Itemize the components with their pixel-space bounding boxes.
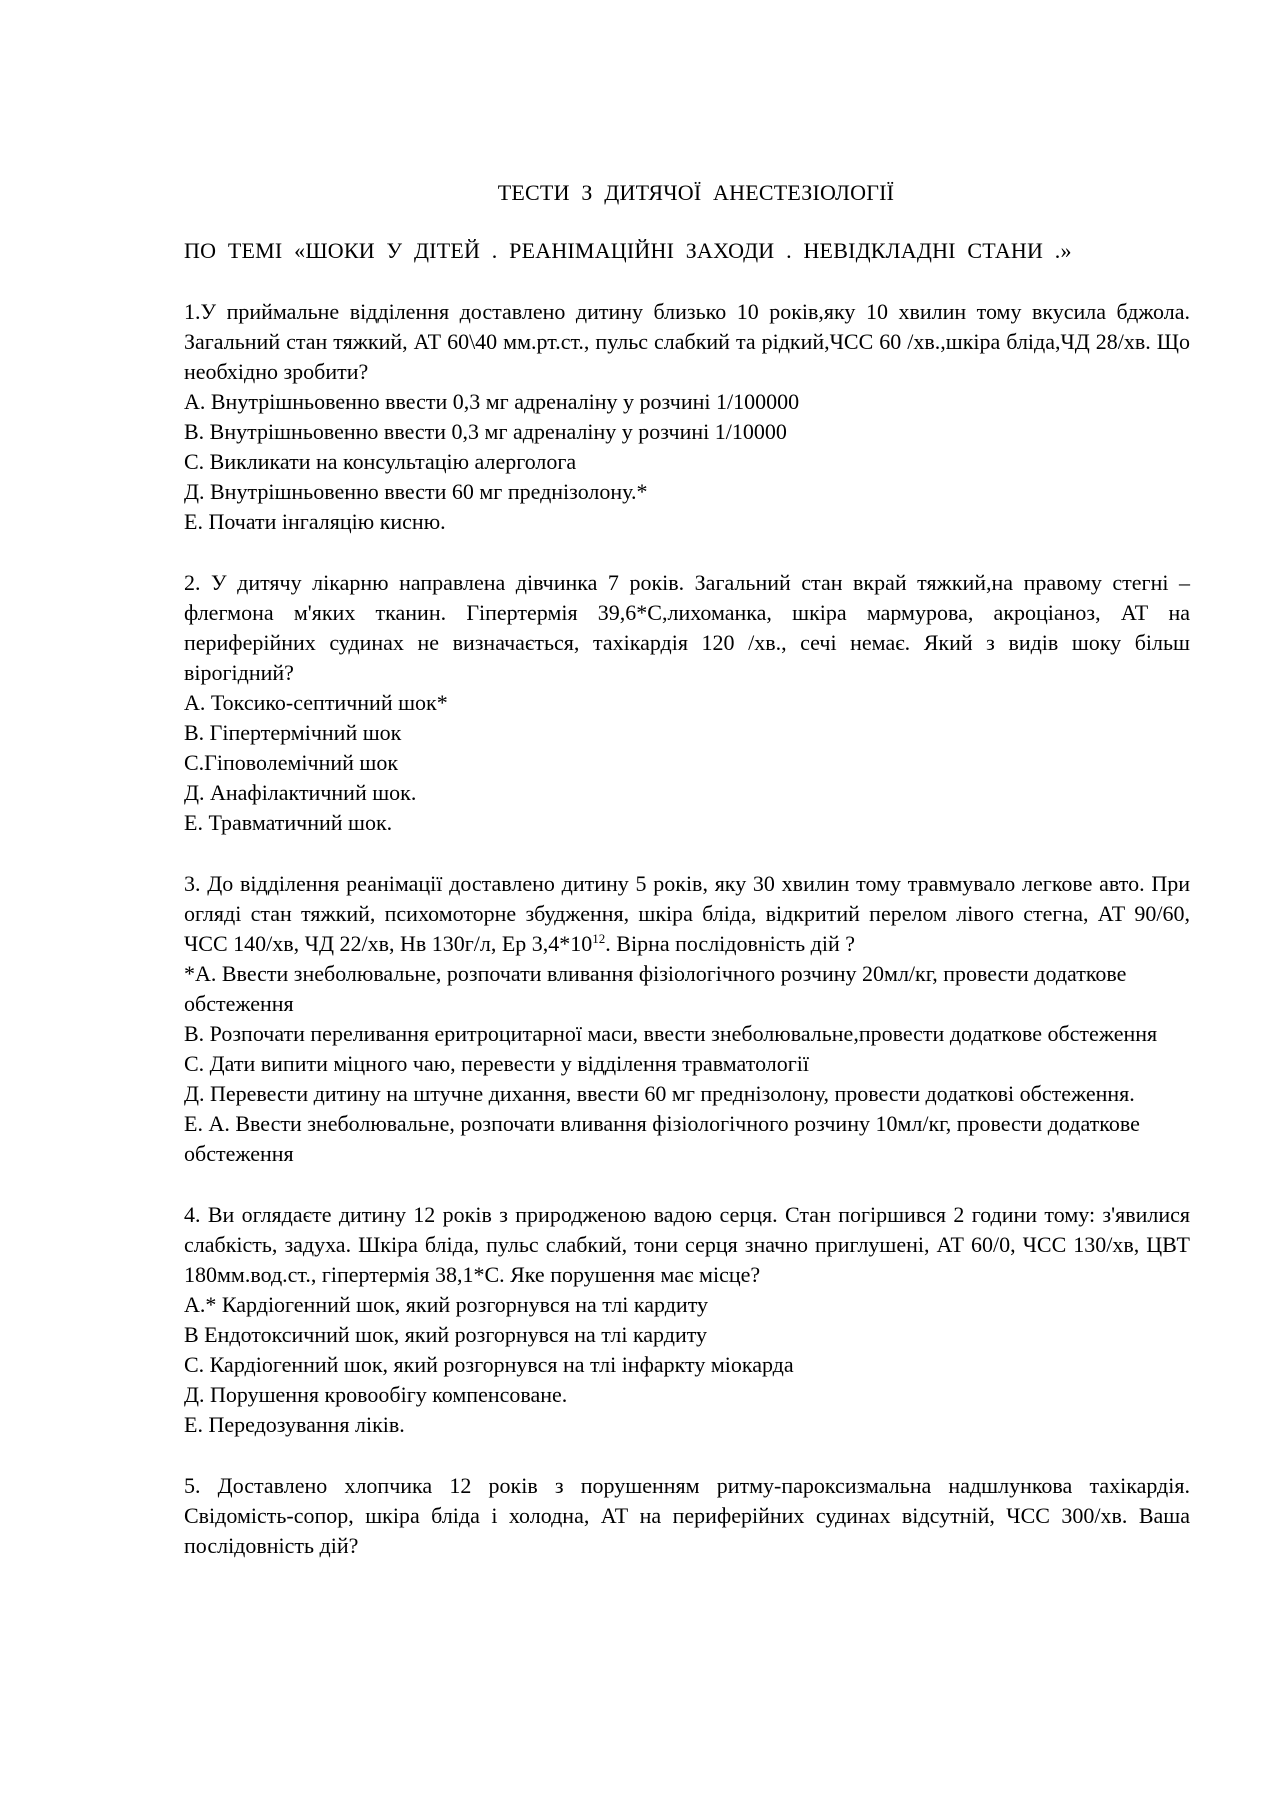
document-title: ТЕСТИ З ДИТЯЧОЇ АНЕСТЕЗІОЛОГІЇ: [497, 180, 895, 205]
answer-option: С. Дати випити міцного чаю, перевести у відділення травматології: [184, 1051, 810, 1076]
answer-option: Е. Травматичний шок.: [184, 810, 393, 835]
document-content: [184, 178, 1190, 1561]
answer-option: *А. Ввести знеболювальне, розпочати вливання фізіологічного розчину 20мл/кг, провести додаткове обстеження: [184, 961, 1127, 1016]
answer-option: С.Гіповолемічний шок: [184, 750, 399, 775]
answer-options: [184, 387, 1190, 537]
question-text: 5. Доставлено хлопчика 12 років з порушенням ритму-пароксизмальна надшлункова тахікардія. Свідомість-сопор, шкіра бліда і холодна, АТ на периферійних судинах відсутній, ЧСС 300/хв. Ваша послідовність дій?: [184, 1473, 1190, 1558]
answer-option: Д. Порушення кровообігу компенсоване.: [184, 1382, 568, 1407]
answer-option: В. Внутрішньовенно ввести 0,3 мг адреналіну у розчині 1/10000: [184, 419, 787, 444]
answer-options: [184, 959, 1190, 1169]
question-4: [184, 1200, 1190, 1440]
question-text: 4. Ви оглядаєте дитину 12 років з природженою вадою серця. Стан погіршився 2 години тому: з'явилися слабкість, задуха. Шкіра бліда, пульс слабкий, тони серця значно приглушені, АТ 60/0, ЧСС 130/хв, ЦВТ 180мм.вод.ст., гіпертермія 38,1*С. Яке порушення має місце?: [184, 1202, 1190, 1287]
answer-options: [184, 1290, 1190, 1440]
question-3: [184, 869, 1190, 1169]
answer-option: В. Гіпертермічний шок: [184, 720, 402, 745]
answer-option: А.* Кардіогенний шок, який розгорнувся на тлі кардиту: [184, 1292, 709, 1317]
answer-option: Д. Анафілактичний шок.: [184, 780, 417, 805]
document-subtitle: ПО ТЕМІ «ШОКИ У ДІТЕЙ . РЕАНІМАЦІЙНІ ЗАХОДИ . НЕВІДКЛАДНІ СТАНИ .»: [184, 238, 1072, 263]
answer-option: Е. А. Ввести знеболювальне, розпочати вливання фізіологічного розчину 10мл/кг, провести додаткове обстеження: [184, 1111, 1140, 1166]
answer-option: Д. Перевести дитину на штучне дихання, ввести 60 мг преднізолону, провести додаткові обстеження.: [184, 1081, 1135, 1106]
answer-option: Е. Почати інгаляцію кисню.: [184, 509, 446, 534]
answer-option: В. Розпочати переливання еритроцитарної маси, ввести знеболювальне,провести додаткове обстеження: [184, 1021, 1158, 1046]
question-text-main: 3. До відділення реанімації доставлено дитину 5 років, яку 30 хвилин тому травмувало легкове авто. При огляді стан тяжкий, психомоторне збудження, шкіра бліда, відкритий перелом лівого стегна, АТ 90/60, ЧСС 140/хв, ЧД 22/хв, Нв 130г/л, Ер 3,4*10: [184, 871, 1190, 956]
answer-option: С. Кардіогенний шок, який розгорнувся на тлі інфаркту міокарда: [184, 1352, 794, 1377]
answer-options: [184, 688, 1190, 838]
answer-option: С. Викликати на консультацію алерголога: [184, 449, 577, 474]
question-text-tail: . Вірна послідовність дій ?: [605, 931, 856, 956]
question-2: [184, 568, 1190, 838]
answer-option: Е. Передозування ліків.: [184, 1412, 405, 1437]
answer-option: А. Внутрішньовенно ввести 0,3 мг адреналіну у розчині 1/100000: [184, 389, 800, 414]
question-text: 1.У приймальне відділення доставлено дитину близько 10 років,яку 10 хвилин тому вкусила бджола. Загальний стан тяжкий, АТ 60\40 мм.рт.ст., пульс слабкий та рідкий,ЧСС 60 /хв.,шкіра бліда,ЧД 28/хв. Що необхідно зробити?: [184, 299, 1190, 384]
question-text: [184, 869, 1190, 959]
question-1: [184, 297, 1190, 537]
superscript-exponent: 12: [592, 931, 606, 946]
answer-option: Д. Внутрішньовенно ввести 60 мг преднізолону.*: [184, 479, 648, 504]
answer-option: А. Токсико-септичний шок*: [184, 690, 448, 715]
question-5: [184, 1471, 1190, 1561]
question-text: 2. У дитячу лікарню направлена дівчинка 7 років. Загальний стан вкрай тяжкий,на правому стегні – флегмона м'яких тканин. Гіпертермія 39,6*С,лихоманка, шкіра мармурова, акроціаноз, АТ на периферійних судинах не визначається, тахікардія 120 /хв., сечі немає. Який з видів шоку більш вірогідний?: [184, 570, 1190, 685]
answer-option: В Ендотоксичний шок, який розгорнувся на тлі кардиту: [184, 1322, 708, 1347]
